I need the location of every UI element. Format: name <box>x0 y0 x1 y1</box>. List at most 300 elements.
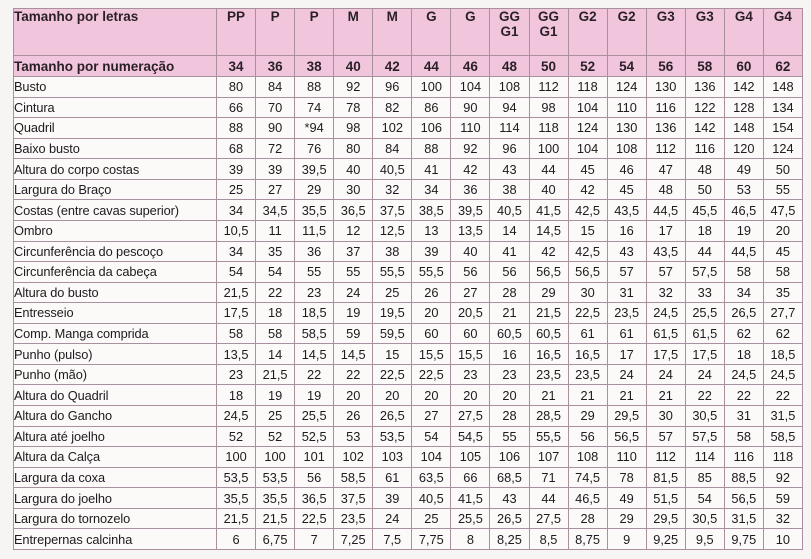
measurement-value: 7,5 <box>373 529 412 550</box>
measurement-value: 61,5 <box>685 323 724 344</box>
measurement-value: 56,5 <box>529 262 568 283</box>
measurement-value: 53,5 <box>373 426 412 447</box>
numeric-size-header-cell: 62 <box>763 56 802 77</box>
measurement-value: 148 <box>763 77 802 98</box>
measurement-value: 108 <box>490 77 529 98</box>
measurement-label: Altura do busto <box>14 282 217 303</box>
measurement-value: 54 <box>412 426 451 447</box>
measurement-value: 7,25 <box>334 529 373 550</box>
measurement-value: 29 <box>529 282 568 303</box>
measurement-label: Circunferência do pescoço <box>14 241 217 262</box>
measurement-value: 52,5 <box>295 426 334 447</box>
measurement-value: 58,5 <box>763 426 802 447</box>
measurement-value: 58,5 <box>295 323 334 344</box>
measurement-value: 40 <box>451 241 490 262</box>
measurement-value: 10 <box>763 529 802 550</box>
measurement-value: 45,5 <box>685 200 724 221</box>
letter-size-label: PP <box>227 9 246 24</box>
measurement-label: Altura do Gancho <box>14 406 217 427</box>
measurement-value: 61 <box>373 467 412 488</box>
measurement-value: 23,5 <box>334 508 373 529</box>
measurement-value: 56,5 <box>724 488 763 509</box>
measurement-value: 114 <box>490 118 529 139</box>
measurement-value: 55,5 <box>373 262 412 283</box>
table-row <box>14 364 803 385</box>
measurement-value: 27,5 <box>451 406 490 427</box>
measurement-value: 6,75 <box>256 529 295 550</box>
measurement-value: 55,5 <box>412 262 451 283</box>
measurement-value: 112 <box>646 138 685 159</box>
measurement-value: 30,5 <box>685 406 724 427</box>
measurement-label: Baixo busto <box>14 138 217 159</box>
measurement-value: 43,5 <box>646 241 685 262</box>
measurement-value: 16,5 <box>568 344 607 365</box>
measurement-value: 68 <box>217 138 256 159</box>
table-row <box>14 303 803 324</box>
letter-size-header-cell <box>646 9 685 56</box>
measurement-value: 21 <box>607 385 646 406</box>
measurement-value: 60,5 <box>490 323 529 344</box>
measurement-value: 13 <box>412 220 451 241</box>
measurement-value: 112 <box>646 447 685 468</box>
measurement-value: 29 <box>295 179 334 200</box>
measurement-value: 14,5 <box>295 344 334 365</box>
measurement-value: 40,5 <box>373 159 412 180</box>
measurement-value: 100 <box>529 138 568 159</box>
measurement-value: 56 <box>295 467 334 488</box>
measurement-value: 92 <box>334 77 373 98</box>
measurement-value: 27 <box>256 179 295 200</box>
measurement-value: 128 <box>724 97 763 118</box>
measurement-value: 66 <box>451 467 490 488</box>
measurement-value: 41 <box>412 159 451 180</box>
measurement-value: 47 <box>646 159 685 180</box>
table-row <box>14 138 803 159</box>
measurement-value: 58 <box>217 323 256 344</box>
measurement-value: 35 <box>763 282 802 303</box>
measurement-value: 42 <box>568 179 607 200</box>
measurement-value: 110 <box>607 97 646 118</box>
measurement-value: 22 <box>685 385 724 406</box>
measurement-value: 23 <box>490 364 529 385</box>
measurement-value: 61 <box>568 323 607 344</box>
measurement-value: 40 <box>334 159 373 180</box>
measurement-value: 112 <box>529 77 568 98</box>
table-row <box>14 97 803 118</box>
measurement-value: 20,5 <box>451 303 490 324</box>
measurement-value: 118 <box>568 77 607 98</box>
measurement-value: 23 <box>295 282 334 303</box>
measurement-value: 22,5 <box>295 508 334 529</box>
measurement-value: 30,5 <box>685 508 724 529</box>
measurement-value: 58,5 <box>334 467 373 488</box>
measurement-value: 31,5 <box>763 406 802 427</box>
measurement-value: 24 <box>373 508 412 529</box>
measurement-value: 22 <box>724 385 763 406</box>
measurement-value: 88 <box>295 77 334 98</box>
letter-size-header-cell <box>490 9 529 56</box>
measurement-value: 18 <box>256 303 295 324</box>
measurement-value: 54,5 <box>451 426 490 447</box>
measurement-value: 24,5 <box>763 364 802 385</box>
measurement-value: 32 <box>646 282 685 303</box>
measurement-value: 36,5 <box>295 488 334 509</box>
measurement-value: 55 <box>490 426 529 447</box>
measurement-label: Largura do Braço <box>14 179 217 200</box>
measurement-value: 14,5 <box>529 220 568 241</box>
measurement-value: 45 <box>607 179 646 200</box>
table-row <box>14 241 803 262</box>
measurement-value: 18 <box>685 220 724 241</box>
measurement-value: 27,7 <box>763 303 802 324</box>
measurement-value: 21,5 <box>256 364 295 385</box>
measurement-value: 98 <box>529 97 568 118</box>
measurement-value: 31 <box>724 406 763 427</box>
measurement-value: 32 <box>763 508 802 529</box>
measurement-value: 54 <box>685 488 724 509</box>
measurement-value: 56,5 <box>607 426 646 447</box>
measurement-value: 102 <box>334 447 373 468</box>
letter-size-header-cell <box>607 9 646 56</box>
measurement-value: 88,5 <box>724 467 763 488</box>
measurement-label: Comp. Manga comprida <box>14 323 217 344</box>
measurement-value: 82 <box>373 97 412 118</box>
measurement-value: 148 <box>724 118 763 139</box>
measurement-value: 19 <box>724 220 763 241</box>
measurement-value: 20 <box>412 385 451 406</box>
measurement-value: 27 <box>451 282 490 303</box>
measurement-value: 23,5 <box>568 364 607 385</box>
measurement-value: 15,5 <box>412 344 451 365</box>
measurement-value: 116 <box>724 447 763 468</box>
measurement-value: 116 <box>685 138 724 159</box>
measurement-value: 39 <box>412 241 451 262</box>
measurement-value: 50 <box>763 159 802 180</box>
measurement-value: 56 <box>568 426 607 447</box>
measurement-value: 19 <box>334 303 373 324</box>
measurement-value: 122 <box>685 97 724 118</box>
letter-size-header-cell <box>763 9 802 56</box>
measurement-value: 29 <box>607 508 646 529</box>
measurement-value: 13,5 <box>217 344 256 365</box>
letter-size-label: P <box>309 9 319 24</box>
measurement-value: 13,5 <box>451 220 490 241</box>
measurement-value: 9,5 <box>685 529 724 550</box>
measurement-value: 7 <box>295 529 334 550</box>
measurement-value: 39,5 <box>451 200 490 221</box>
measurement-value: 23,5 <box>607 303 646 324</box>
measurement-label: Punho (mão) <box>14 364 217 385</box>
measurement-value: 110 <box>451 118 490 139</box>
measurement-value: 25,5 <box>451 508 490 529</box>
measurement-label: Altura do Quadril <box>14 385 217 406</box>
measurement-value: 8 <box>451 529 490 550</box>
measurement-value: 28 <box>568 508 607 529</box>
numeric-size-header-cell: 46 <box>451 56 490 77</box>
measurement-value: 26 <box>334 406 373 427</box>
measurement-value: 40,5 <box>412 488 451 509</box>
measurement-value: 105 <box>451 447 490 468</box>
letter-size-label: G1 <box>539 24 558 39</box>
letter-size-label: G <box>426 9 437 24</box>
measurement-value: 33 <box>685 282 724 303</box>
measurement-value: 118 <box>763 447 802 468</box>
measurement-value: 29,5 <box>607 406 646 427</box>
measurement-value: 108 <box>607 138 646 159</box>
measurement-value: 27 <box>412 406 451 427</box>
measurement-value: 8,5 <box>529 529 568 550</box>
measurement-value: 35,5 <box>256 488 295 509</box>
measurement-label: Ombro <box>14 220 217 241</box>
measurement-label: Altura do corpo costas <box>14 159 217 180</box>
measurement-value: 17,5 <box>685 344 724 365</box>
numeric-size-header-cell: 38 <box>295 56 334 77</box>
measurement-value: 34 <box>217 200 256 221</box>
measurement-value: 88 <box>217 118 256 139</box>
measurement-value: 104 <box>568 138 607 159</box>
measurement-value: 21 <box>646 385 685 406</box>
measurement-value: 41,5 <box>529 200 568 221</box>
numeric-size-header-cell: 52 <box>568 56 607 77</box>
measurement-value: 54 <box>217 262 256 283</box>
measurement-value: 46 <box>607 159 646 180</box>
measurement-value: 60,5 <box>529 323 568 344</box>
measurement-value: 66 <box>217 97 256 118</box>
measurement-value: 76 <box>295 138 334 159</box>
letter-size-label: G4 <box>734 9 753 24</box>
measurement-value: 11,5 <box>295 220 334 241</box>
measurement-value: 21,5 <box>217 282 256 303</box>
measurement-value: 104 <box>451 77 490 98</box>
measurement-value: 58 <box>763 262 802 283</box>
measurement-value: 45 <box>568 159 607 180</box>
numeric-size-header-cell: 54 <box>607 56 646 77</box>
table-row <box>14 77 803 98</box>
measurement-value: 24 <box>685 364 724 385</box>
measurement-label: Largura do joelho <box>14 488 217 509</box>
measurement-value: 68,5 <box>490 467 529 488</box>
measurement-value: 38 <box>490 179 529 200</box>
measurement-value: 98 <box>334 118 373 139</box>
measurement-value: 19 <box>295 385 334 406</box>
measurement-value: 107 <box>529 447 568 468</box>
measurement-value: 18 <box>724 344 763 365</box>
measurement-value: 30 <box>334 179 373 200</box>
numeric-size-header-cell: 34 <box>217 56 256 77</box>
measurement-value: 55,5 <box>529 426 568 447</box>
measurement-value: 80 <box>217 77 256 98</box>
measurement-value: 90 <box>256 118 295 139</box>
measurement-value: 23 <box>451 364 490 385</box>
measurement-value: 16 <box>490 344 529 365</box>
measurement-value: 35,5 <box>217 488 256 509</box>
measurement-value: 15,5 <box>451 344 490 365</box>
measurement-value: 18,5 <box>763 344 802 365</box>
measurement-value: 29 <box>568 406 607 427</box>
measurement-value: 136 <box>646 118 685 139</box>
measurement-value: 110 <box>607 447 646 468</box>
letter-size-header-cell <box>373 9 412 56</box>
measurement-value: 59 <box>334 323 373 344</box>
measurement-value: 34 <box>217 241 256 262</box>
measurement-value: 74,5 <box>568 467 607 488</box>
measurement-value: 154 <box>763 118 802 139</box>
measurement-value: *94 <box>295 118 334 139</box>
measurement-value: 20 <box>412 303 451 324</box>
measurement-value: 60 <box>412 323 451 344</box>
measurement-value: 44 <box>529 159 568 180</box>
measurement-value: 124 <box>568 118 607 139</box>
measurement-value: 14,5 <box>334 344 373 365</box>
measurement-value: 103 <box>373 447 412 468</box>
measurement-value: 124 <box>763 138 802 159</box>
numeric-size-header-cell: 60 <box>724 56 763 77</box>
measurement-value: 22,5 <box>568 303 607 324</box>
measurement-label: Costas (entre cavas superior) <box>14 200 217 221</box>
measurement-value: 29,5 <box>646 508 685 529</box>
measurement-value: 16 <box>607 220 646 241</box>
measurement-label: Punho (pulso) <box>14 344 217 365</box>
measurement-value: 53 <box>724 179 763 200</box>
measurement-value: 8,75 <box>568 529 607 550</box>
measurement-value: 42,5 <box>568 200 607 221</box>
measurement-value: 44 <box>529 488 568 509</box>
measurement-value: 35,5 <box>295 200 334 221</box>
measurement-value: 24,5 <box>217 406 256 427</box>
measurement-value: 61 <box>607 323 646 344</box>
measurement-value: 48 <box>685 159 724 180</box>
measurement-value: 44,5 <box>646 200 685 221</box>
table-row <box>14 447 803 468</box>
measurement-value: 25 <box>256 406 295 427</box>
measurement-value: 78 <box>607 467 646 488</box>
measurement-value: 35 <box>256 241 295 262</box>
measurement-value: 10,5 <box>217 220 256 241</box>
table-row <box>14 385 803 406</box>
letter-size-header-row <box>14 9 803 56</box>
measurement-value: 28 <box>490 406 529 427</box>
measurement-value: 142 <box>685 118 724 139</box>
numeric-size-header-cell: 50 <box>529 56 568 77</box>
measurement-value: 58 <box>724 262 763 283</box>
measurement-value: 34 <box>724 282 763 303</box>
measurement-value: 40 <box>529 179 568 200</box>
letter-size-label: GG <box>498 9 520 24</box>
letter-size-header-cell <box>685 9 724 56</box>
measurement-value: 88 <box>412 138 451 159</box>
measurement-value: 118 <box>529 118 568 139</box>
measurement-value: 70 <box>256 97 295 118</box>
table-row <box>14 323 803 344</box>
numeric-size-header-cell: 58 <box>685 56 724 77</box>
measurement-value: 18 <box>217 385 256 406</box>
measurement-value: 12,5 <box>373 220 412 241</box>
measurement-value: 17 <box>646 220 685 241</box>
measurement-value: 80 <box>334 138 373 159</box>
measurement-value: 106 <box>490 447 529 468</box>
measurement-value: 22 <box>295 364 334 385</box>
measurement-value: 41,5 <box>451 488 490 509</box>
numeric-size-header-cell: 36 <box>256 56 295 77</box>
letter-size-header-cell <box>334 9 373 56</box>
table-row <box>14 508 803 529</box>
measurement-value: 39,5 <box>295 159 334 180</box>
measurement-value: 14 <box>256 344 295 365</box>
measurement-value: 47,5 <box>763 200 802 221</box>
letter-size-label: M <box>386 9 398 24</box>
measurement-value: 39 <box>217 159 256 180</box>
letter-size-label: G <box>465 9 476 24</box>
measurement-value: 60 <box>451 323 490 344</box>
measurement-value: 24 <box>607 364 646 385</box>
letter-size-label: G3 <box>695 9 714 24</box>
measurement-value: 39 <box>256 159 295 180</box>
measurement-value: 25 <box>412 508 451 529</box>
measurement-value: 57 <box>607 262 646 283</box>
measurement-value: 41 <box>490 241 529 262</box>
measurement-value: 52 <box>217 426 256 447</box>
measurement-value: 17,5 <box>646 344 685 365</box>
measurement-value: 23,5 <box>529 364 568 385</box>
table-row <box>14 159 803 180</box>
measurement-value: 15 <box>568 220 607 241</box>
measurement-value: 92 <box>763 467 802 488</box>
measurement-value: 20 <box>451 385 490 406</box>
measurement-value: 27,5 <box>529 508 568 529</box>
letter-size-header-cell <box>412 9 451 56</box>
measurement-value: 25,5 <box>685 303 724 324</box>
letter-size-label: M <box>347 9 359 24</box>
measurement-value: 49 <box>724 159 763 180</box>
measurement-value: 21 <box>529 385 568 406</box>
measurements-body <box>14 77 803 550</box>
measurement-value: 21,5 <box>256 508 295 529</box>
measurement-value: 142 <box>724 77 763 98</box>
letter-size-label: G3 <box>656 9 675 24</box>
letter-size-label: GG <box>538 9 560 24</box>
measurement-value: 28 <box>490 282 529 303</box>
measurement-value: 40,5 <box>490 200 529 221</box>
measurement-value: 85 <box>685 467 724 488</box>
letter-size-header-cell <box>724 9 763 56</box>
measurement-value: 31 <box>607 282 646 303</box>
measurement-value: 84 <box>256 77 295 98</box>
measurement-value: 22 <box>334 364 373 385</box>
letter-size-label: P <box>270 9 280 24</box>
measurement-value: 46,5 <box>724 200 763 221</box>
measurement-value: 36,5 <box>334 200 373 221</box>
measurement-value: 57 <box>646 426 685 447</box>
measurement-value: 25 <box>217 179 256 200</box>
measurement-value: 34,5 <box>256 200 295 221</box>
numeric-size-header-cell: 42 <box>373 56 412 77</box>
measurement-value: 42,5 <box>568 241 607 262</box>
measurement-value: 104 <box>412 447 451 468</box>
measurement-label: Entresseio <box>14 303 217 324</box>
measurement-value: 63,5 <box>412 467 451 488</box>
letter-size-header-cell <box>451 9 490 56</box>
measurement-value: 24,5 <box>646 303 685 324</box>
measurement-value: 130 <box>607 118 646 139</box>
measurement-value: 17 <box>607 344 646 365</box>
measurement-value: 54 <box>256 262 295 283</box>
measurement-label: Altura da Calça <box>14 447 217 468</box>
measurement-value: 58 <box>724 426 763 447</box>
measurement-value: 22,5 <box>412 364 451 385</box>
measurement-value: 15 <box>373 344 412 365</box>
measurement-value: 37,5 <box>334 488 373 509</box>
measurement-value: 9 <box>607 529 646 550</box>
